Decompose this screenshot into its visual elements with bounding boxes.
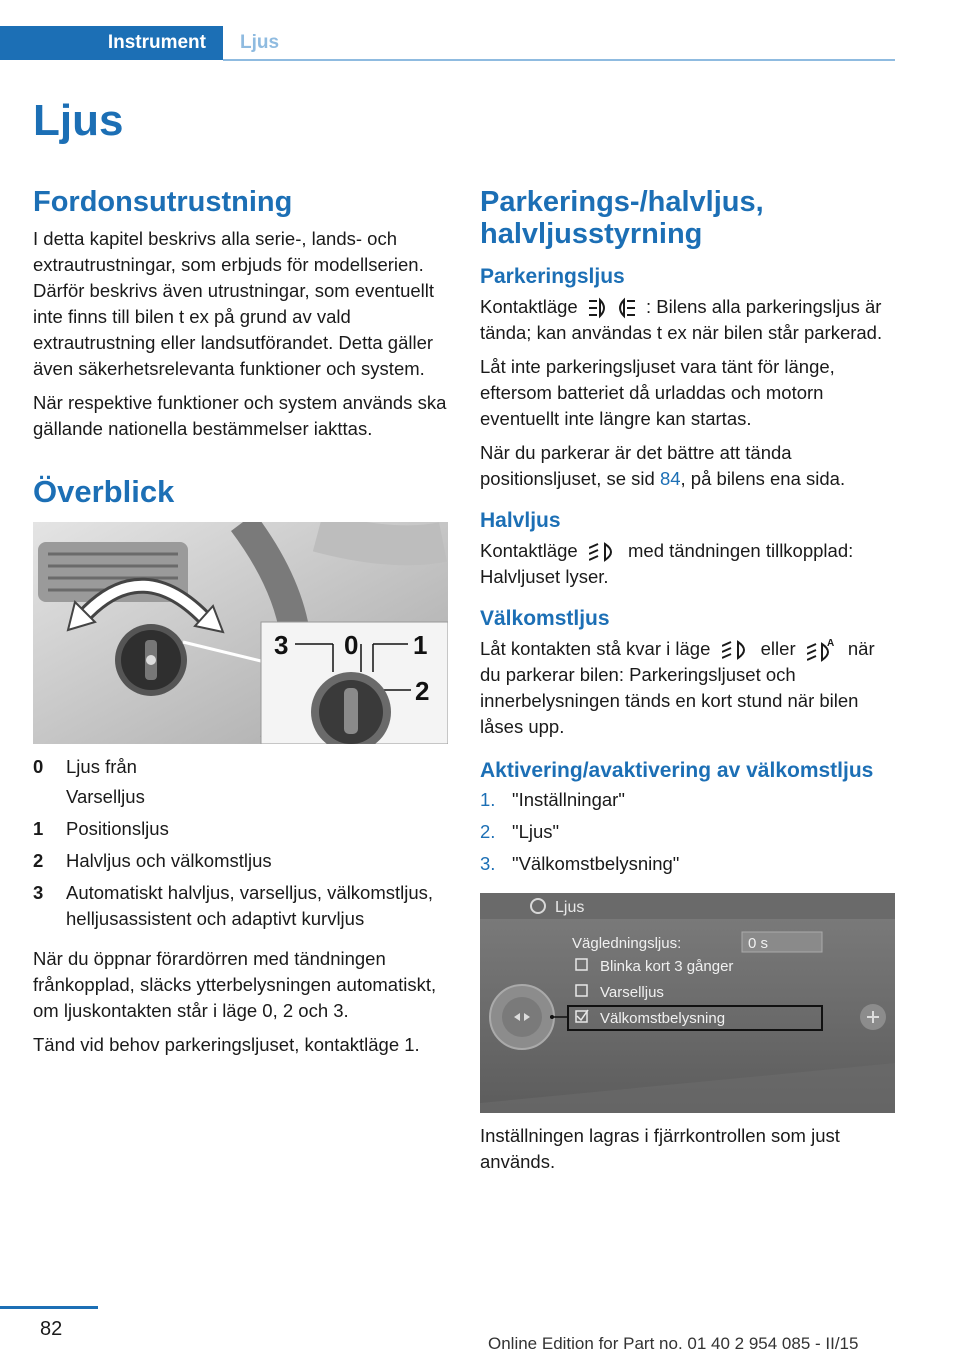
screen-opt2: Varselljus [600, 984, 664, 1002]
para-last: Inställningen lagras i fjärrkontrollen som just används. [480, 1125, 840, 1173]
low-beam-icon [722, 639, 750, 661]
screen-title: Ljus [555, 899, 585, 917]
park-p3-b: , på bilens ena sida. [680, 468, 846, 489]
para-park-3 [480, 440, 896, 492]
para-park-2: Låt inte parkeringsljuset vara tänt för länge, eftersom batteriet då urladdas och motorn eventuellt inte längre kan startas. [480, 356, 835, 429]
park-p3-a: När du parkerar är det bättre att tända positionsljuset, se sid [480, 442, 792, 489]
svg-text:A: A [826, 638, 834, 650]
para-valkomst [480, 636, 896, 740]
left-column [33, 186, 448, 1066]
item-text: Positionsljus [66, 818, 169, 839]
valk-b: eller [760, 638, 796, 659]
para-after-2: Tänd vid behov parkeringsljuset, kontaktläge 1. [33, 1034, 420, 1055]
callout-0: 0 [344, 630, 359, 660]
page-number: 82 [40, 1318, 63, 1340]
screen-row1-label: Vägledningsljus: [572, 935, 682, 953]
item-text: Automatiskt halvljus, varselljus, välkomstljus, helljusassistent och adaptivt kurvljus [66, 882, 434, 929]
step-number: 1. [480, 789, 496, 811]
header-rule [223, 59, 895, 61]
low-beam-icon [589, 541, 617, 563]
step-text: "Inställningar" [512, 789, 625, 811]
para-park-1 [480, 294, 896, 346]
list-item [480, 819, 896, 845]
para-fordon-2: När respektive funktioner och system används ska gällande nationella bestämmelser iakttas. [33, 392, 447, 439]
position-list [33, 754, 448, 932]
item-number: 2 [33, 850, 44, 871]
callout-2: 2 [415, 676, 430, 706]
step-text: "Välkomstbelysning" [512, 853, 680, 875]
heading-parkeringsljus: Parkeringsljus [480, 265, 625, 288]
heading-parkerings-halvljus: Parkerings-/halvljus, halvljusstyrning [480, 186, 764, 250]
heading-valkomstljus: Välkomstljus [480, 607, 610, 630]
footer-rule [0, 1306, 98, 1309]
auto-headlight-icon [807, 638, 837, 662]
heading-aktivering: Aktivering/avaktivering av välkomstljus [480, 759, 874, 783]
list-item [33, 754, 448, 780]
list-item [480, 851, 896, 877]
valk-a: Låt kontakten stå kvar i läge [480, 638, 711, 659]
para-fordon-1: I detta kapitel beskrivs alla serie-, lands- och extrautrustningar, som erbjuds för modellserien. Därför beskrivs även utrustningar, som eventuellt inte finns till bilen t ex på grund av vald extrautrustning eller landsutförandet. Detta gäller även säkerhetsrelevanta funktioner och system. [33, 228, 435, 379]
light-switch-figure [33, 522, 448, 744]
step-text: "Ljus" [512, 821, 560, 843]
idrive-screen-figure [480, 893, 895, 1113]
item-number: 0 [33, 756, 44, 777]
screen-opt3: Välkomstbelysning [600, 1010, 726, 1028]
step-number: 3. [480, 853, 496, 875]
page-link-84[interactable]: 84 [659, 468, 681, 489]
edition-text: Online Edition for Part no. 01 40 2 954 085 - II/15 [488, 1334, 859, 1353]
list-item [33, 816, 448, 842]
heading-halvljus: Halvljus [480, 509, 561, 532]
halv-b: med tändningen tillkopplad: Halvljuset lyser. [480, 540, 854, 587]
parking-light-icon [589, 297, 635, 319]
item-text: Halvljus och välkomstljus [66, 850, 272, 871]
item-text: Ljus från [66, 756, 137, 777]
right-column [480, 186, 896, 1183]
heading-overblick: Överblick [33, 474, 175, 509]
callout-3: 3 [274, 630, 289, 660]
screen-opt1: Blinka kort 3 gånger [600, 958, 734, 976]
screen-row1-value: 0 s [748, 935, 769, 953]
item-number: 1 [33, 818, 44, 839]
header-bar [0, 26, 895, 60]
park-p1-a: Kontaktläge [480, 296, 578, 317]
steps-list [480, 787, 896, 877]
valk-c: när du parkerar bilen: Parkeringsljuset och innerbelysningen tänds en kort stund när bilen låses upp. [480, 638, 875, 738]
list-item [33, 848, 448, 874]
page-title: Ljus [33, 96, 124, 145]
step-number: 2. [480, 821, 496, 843]
header-tab-ljus[interactable]: Ljus [240, 32, 280, 53]
header-tab-instrument[interactable]: Instrument [0, 26, 223, 60]
list-item [480, 787, 896, 813]
item-number: 3 [33, 882, 44, 903]
heading-fordonsutrustning: Fordonsutrustning [33, 186, 293, 218]
item-subtext: Varselljus [66, 786, 145, 807]
halv-a: Kontaktläge [480, 540, 578, 561]
para-halvljus [480, 538, 896, 590]
park-p1-b: : Bilens alla parkeringsljus är tända; kan användas t ex när bilen står parkerad. [480, 296, 883, 343]
list-item [33, 880, 448, 932]
para-after-1: När du öppnar förardörren med tändningen frånkopplad, släcks ytterbelysningen automatiskt, om ljuskontakten står i läge 0, 2 och 3. [33, 948, 437, 1021]
callout-1: 1 [413, 630, 428, 660]
